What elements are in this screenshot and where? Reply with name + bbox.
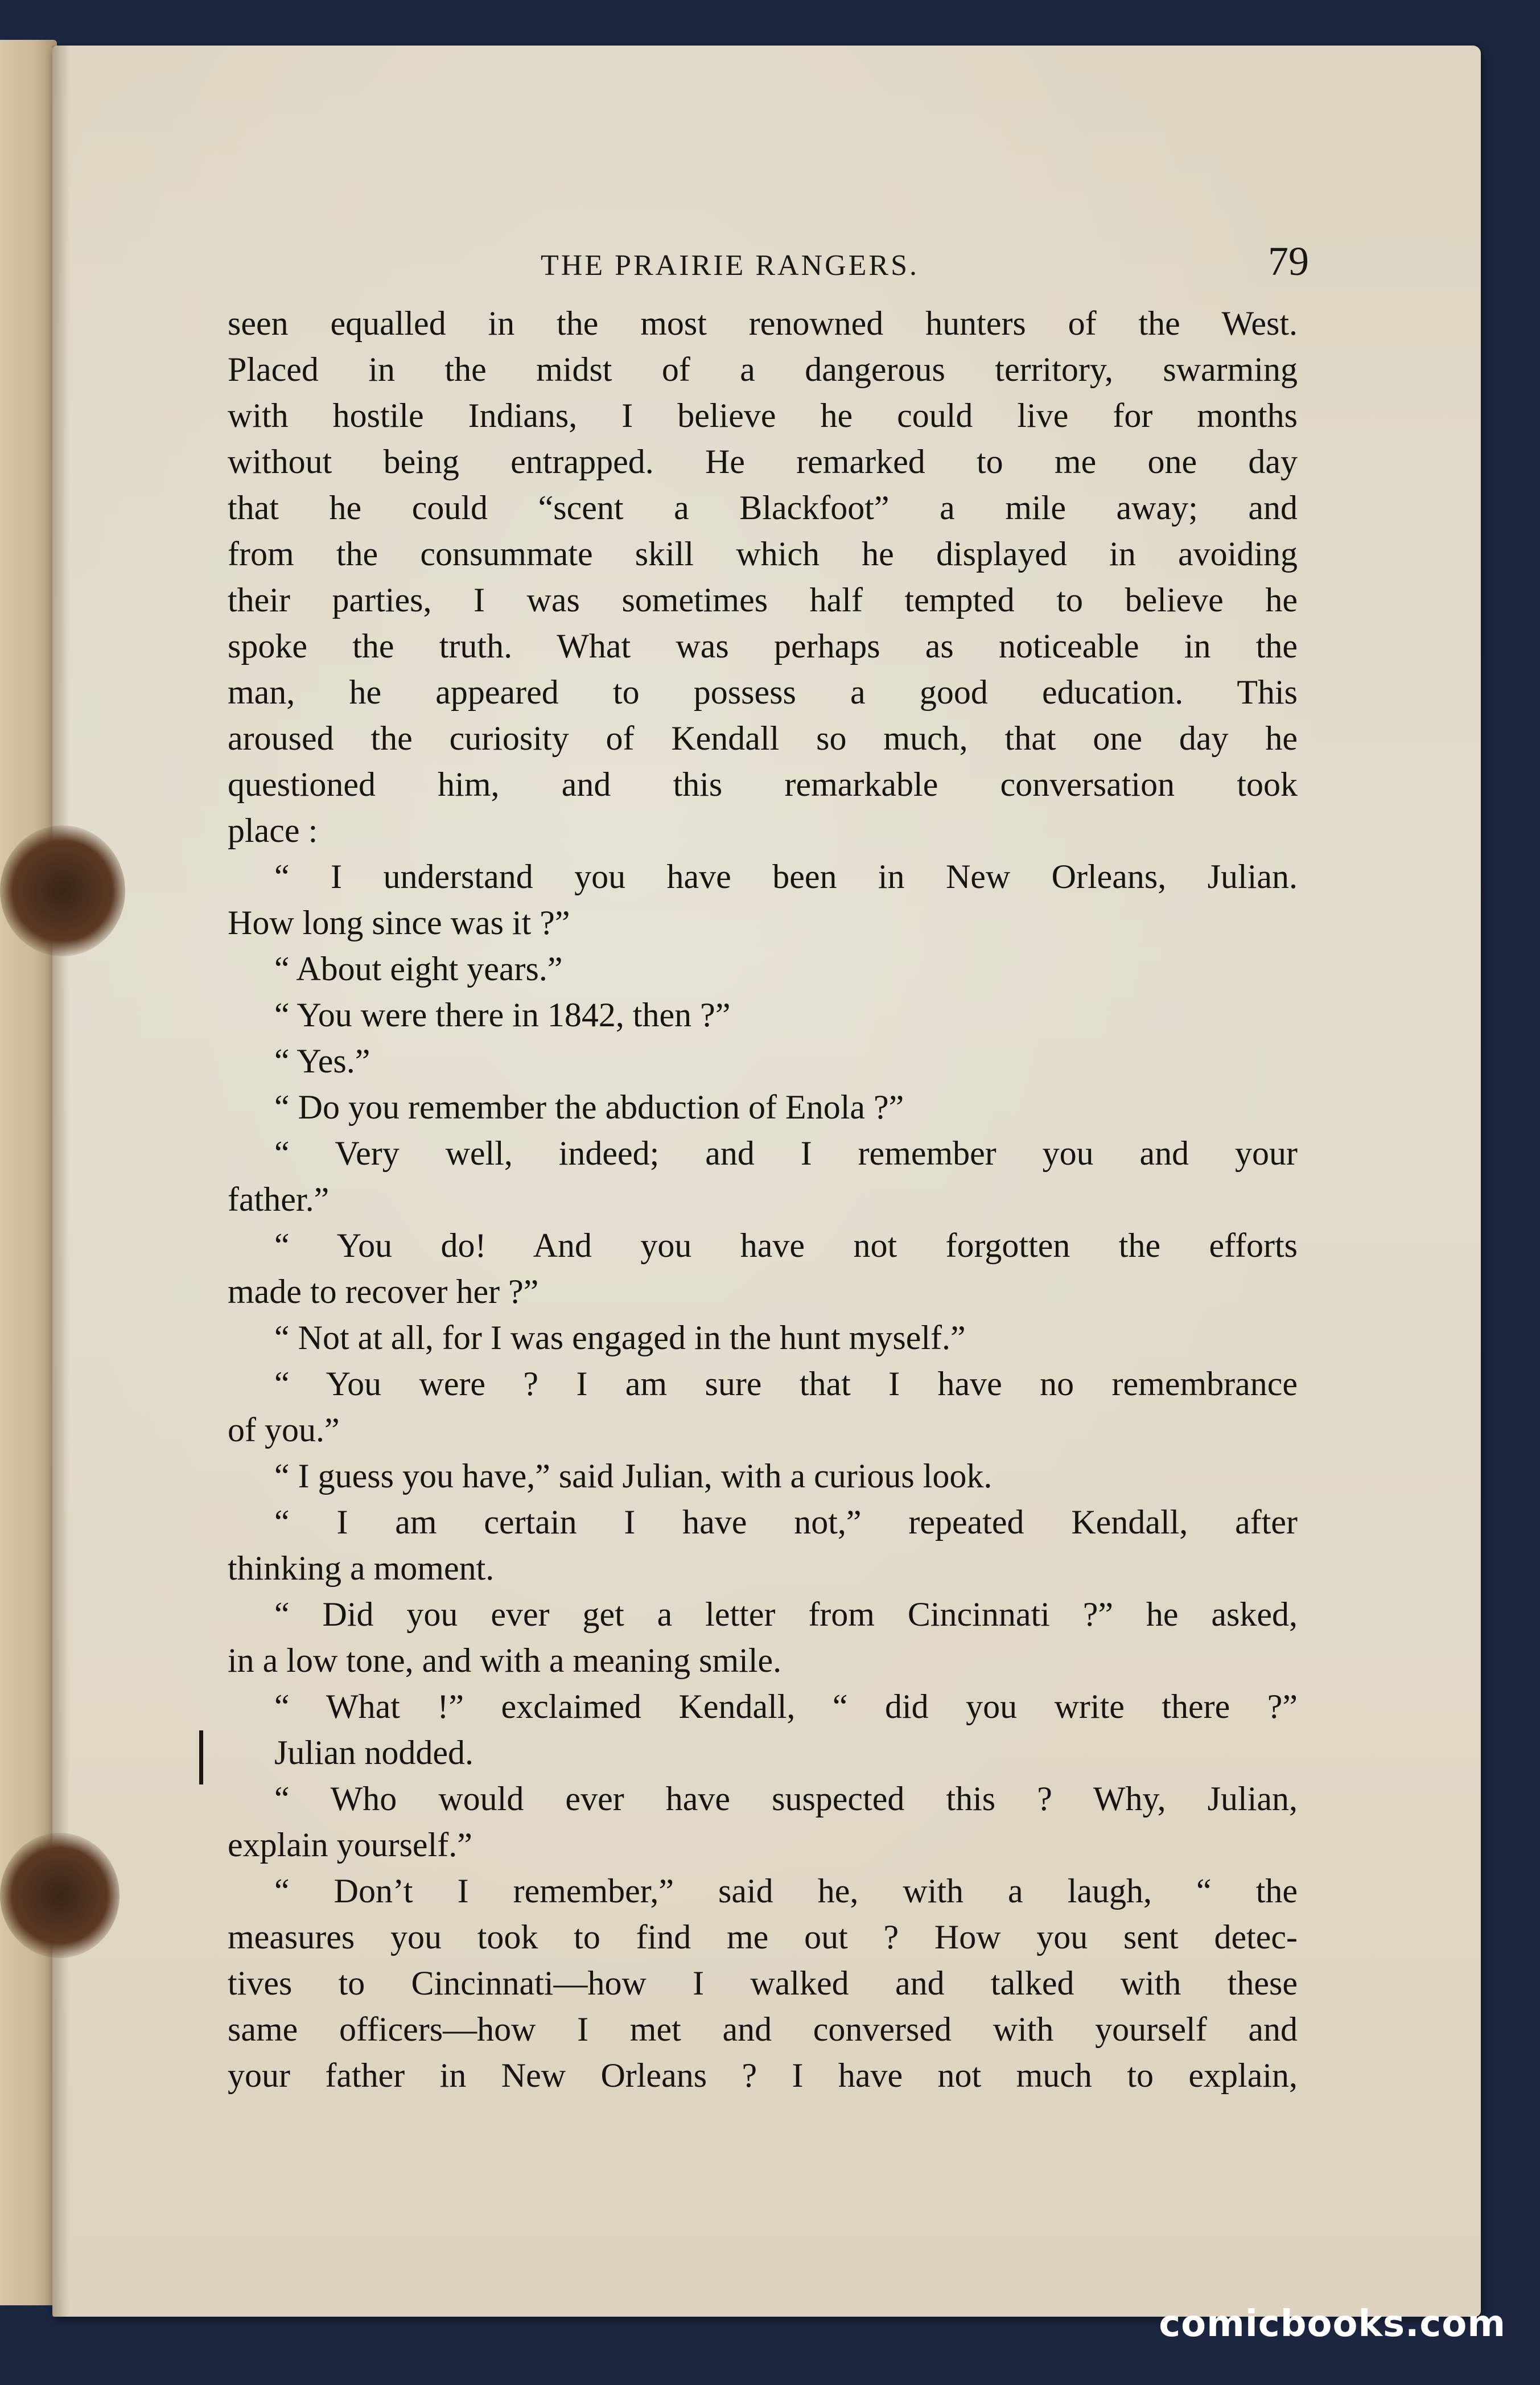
text-line: place :: [228, 812, 318, 849]
binding-stain-lower: [0, 1833, 120, 1958]
margin-pencil-mark: [199, 1730, 203, 1784]
watermark: comicbooks.com: [1159, 2303, 1506, 2345]
text-line: “ I am certain I have not,” repeated Kendall, after: [274, 1503, 1298, 1541]
text-line: with hostile Indians, I believe he could live for months: [228, 397, 1298, 434]
text-line: “ Not at all, for I was engaged in the hunt myself.”: [274, 1319, 966, 1356]
text-line: in a low tone, and with a meaning smile.: [228, 1642, 782, 1679]
text-line: “ About eight years.”: [274, 950, 563, 988]
text-line: made to recover her ?”: [228, 1273, 539, 1310]
text-line: that he could “scent a Blackfoot” a mile away; and: [228, 489, 1298, 527]
body-text: [228, 301, 1298, 2099]
page-number: 79: [1268, 238, 1309, 284]
text-line: tives to Cincinnati—how I walked and talked with these: [228, 1964, 1298, 2002]
text-line: “ I understand you have been in New Orleans, Julian.: [274, 858, 1298, 895]
text-line: “ You do! And you have not forgotten the efforts: [274, 1227, 1298, 1264]
text-line: their parties, I was sometimes half tempted to believe he: [228, 581, 1298, 619]
text-line: explain yourself.”: [228, 1826, 472, 1864]
text-line: without being entrapped. He remarked to me one day: [228, 443, 1298, 480]
text-line: “ I guess you have,” said Julian, with a curious look.: [274, 1457, 993, 1495]
binding-stain-upper: [0, 825, 125, 956]
text-line: “ Did you ever get a letter from Cincinnati ?” he asked,: [274, 1596, 1298, 1633]
text-line: “ You were there in 1842, then ?”: [274, 996, 731, 1034]
text-line: man, he appeared to possess a good education. This: [228, 673, 1298, 711]
facing-page-edge: [0, 40, 57, 2305]
text-line: from the consummate skill which he displayed in avoiding: [228, 535, 1298, 573]
text-line: of you.”: [228, 1411, 340, 1449]
text-line: your father in New Orleans ? I have not much to explain,: [228, 2057, 1298, 2094]
running-title: THE PRAIRIE RANGERS.: [541, 249, 920, 282]
text-line: father.”: [228, 1181, 330, 1218]
running-head: [228, 238, 1309, 285]
text-line: “ What !” exclaimed Kendall, “ did you write there ?”: [274, 1688, 1298, 1725]
text-line: thinking a moment.: [228, 1549, 495, 1587]
text-line: “ Don’t I remember,” said he, with a laugh, “ the: [274, 1872, 1298, 1910]
text-line: “ Who would ever have suspected this ? Why, Julian,: [274, 1780, 1298, 1817]
text-line: questioned him, and this remarkable conversation took: [228, 766, 1298, 803]
text-line: same officers—how I met and conversed with yourself and: [228, 2010, 1298, 2048]
text-line: Julian nodded.: [274, 1734, 473, 1771]
text-line: “ Do you remember the abduction of Enola ?”: [274, 1088, 904, 1126]
text-line: Placed in the midst of a dangerous territory, swarming: [228, 351, 1298, 388]
text-line: spoke the truth. What was perhaps as noticeable in the: [228, 627, 1298, 665]
text-line: aroused the curiosity of Kendall so much, that one day he: [228, 719, 1298, 757]
page-gutter-shadow: [52, 46, 69, 2317]
text-line: “ Yes.”: [274, 1042, 370, 1080]
text-line: “ Very well, indeed; and I remember you and your: [274, 1134, 1298, 1172]
text-line: “ You were ? I am sure that I have no remembrance: [274, 1365, 1298, 1403]
text-line: measures you took to find me out ? How you sent detec-: [228, 1918, 1298, 1956]
text-line: How long since was it ?”: [228, 904, 570, 941]
text-line: seen equalled in the most renowned hunters of the West.: [228, 305, 1298, 342]
